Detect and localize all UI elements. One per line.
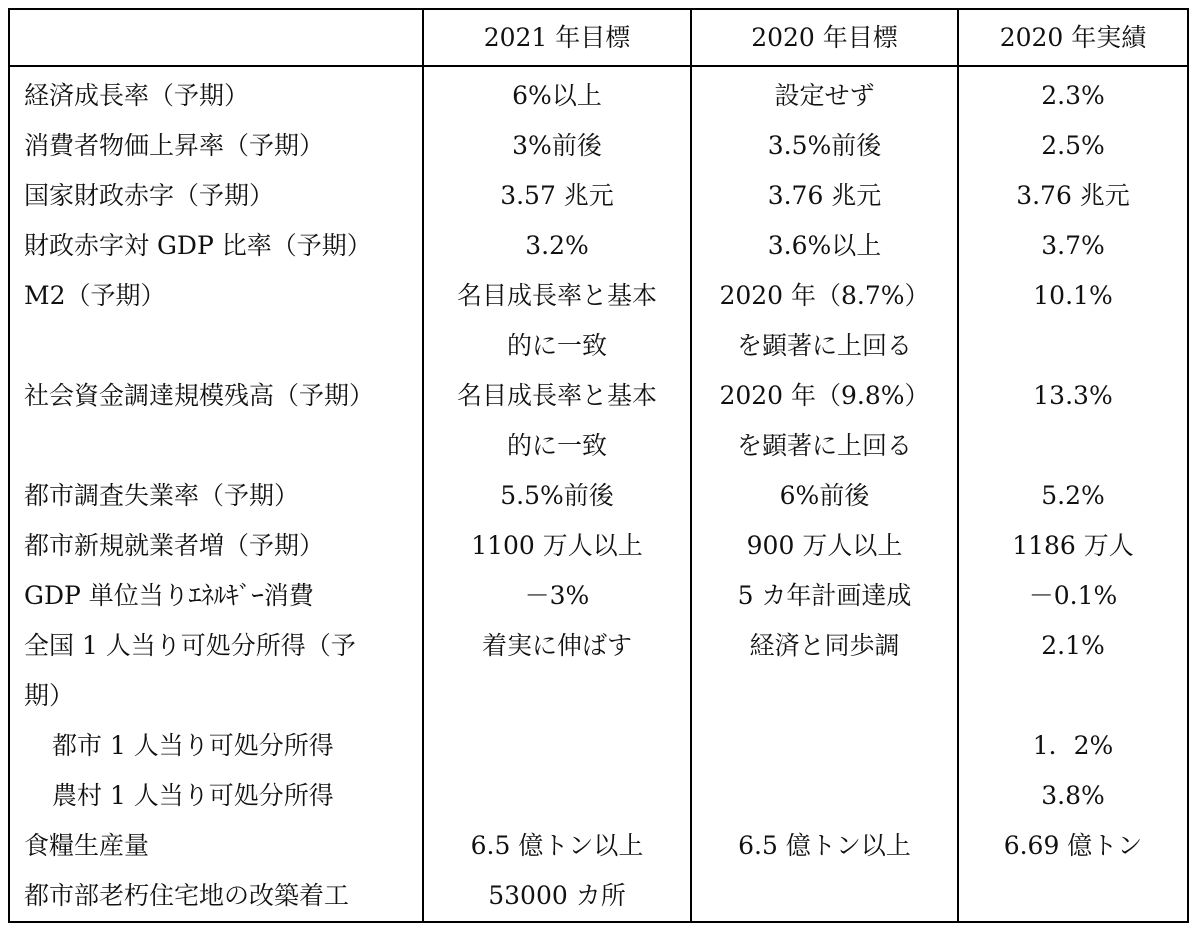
cell-2021-target: 3.57 兆元 [423,171,691,221]
table-row [9,271,1188,371]
cell-2021-target: 3%前後 [423,121,691,171]
table-row [9,371,1188,471]
table-row [9,66,1188,121]
table-row [9,771,1188,821]
row-label: 農村 1 人当り可処分所得 [9,771,423,821]
cell-2020-actual: 6.69 億トン [958,821,1188,871]
row-label: 国家財政赤字（予期） [9,171,423,221]
cell-2020-actual: 2.3% [958,66,1188,121]
table-row [9,171,1188,221]
cell-2021-target: 6.5 億トン以上 [423,821,691,871]
cell-2020-target: 3.5%前後 [691,121,958,171]
cell-2020-target: 設定せず [691,66,958,121]
table-row [9,221,1188,271]
targets-table-container [8,8,1189,923]
cell-2020-actual: 1186 万人 [958,521,1188,571]
table-header-row [9,9,1188,66]
cell-2020-target [691,721,958,771]
cell-2020-target: 900 万人以上 [691,521,958,571]
cell-2020-actual: 13.3% [958,371,1188,471]
table-row [9,471,1188,521]
cell-2020-target: 3.6%以上 [691,221,958,271]
cell-2020-target [691,871,958,922]
row-label: 財政赤字対 GDP 比率（予期） [9,221,423,271]
row-label: 都市 1 人当り可処分所得 [9,721,423,771]
row-label: 食糧生産量 [9,821,423,871]
cell-2020-target: 5 カ年計画達成 [691,571,958,621]
cell-2020-target: 2020 年（9.8%） を顕著に上回る [691,371,958,471]
cell-2020-target: 6.5 億トン以上 [691,821,958,871]
cell-2020-target: 2020 年（8.7%） を顕著に上回る [691,271,958,371]
cell-2020-actual: 3.76 兆元 [958,171,1188,221]
cell-2021-target: 名目成長率と基本 的に一致 [423,271,691,371]
row-label: 社会資金調達規模残高（予期） [9,371,423,471]
row-label: GDP 単位当りｴﾈﾙｷﾞｰ消費 [9,571,423,621]
row-label: 全国 1 人当り可処分所得（予 期） [9,621,423,721]
cell-2021-target [423,721,691,771]
header-cell-item [9,9,423,66]
cell-2020-actual: 2.5% [958,121,1188,171]
cell-2021-target: 着実に伸ばす [423,621,691,721]
cell-2020-actual: －0.1% [958,571,1188,621]
row-label: 都市調査失業率（予期） [9,471,423,521]
cell-2021-target: 53000 カ所 [423,871,691,922]
cell-2020-actual: 10.1% [958,271,1188,371]
cell-2021-target: 6%以上 [423,66,691,121]
table-row [9,871,1188,922]
table-row [9,571,1188,621]
targets-table [8,8,1189,923]
header-cell-2020-target: 2020 年目標 [691,9,958,66]
table-row [9,121,1188,171]
table-row [9,521,1188,571]
cell-2021-target: －3% [423,571,691,621]
cell-2021-target [423,771,691,821]
cell-2021-target: 3.2% [423,221,691,271]
table-row [9,621,1188,721]
row-label: 経済成長率（予期） [9,66,423,121]
cell-2020-actual: 2.1% [958,621,1188,721]
cell-2020-actual: 1．2% [958,721,1188,771]
cell-2020-target: 3.76 兆元 [691,171,958,221]
cell-2020-actual: 3.7% [958,221,1188,271]
table-row [9,721,1188,771]
cell-2021-target: 1100 万人以上 [423,521,691,571]
cell-2020-actual: 3.8% [958,771,1188,821]
cell-2020-actual [958,871,1188,922]
cell-2020-actual: 5.2% [958,471,1188,521]
row-label: 都市新規就業者増（予期） [9,521,423,571]
row-label: 都市部老朽住宅地の改築着工 [9,871,423,922]
cell-2021-target: 名目成長率と基本 的に一致 [423,371,691,471]
header-cell-2021-target: 2021 年目標 [423,9,691,66]
header-cell-2020-actual: 2020 年実績 [958,9,1188,66]
row-label: 消費者物価上昇率（予期） [9,121,423,171]
table-row [9,821,1188,871]
row-label: M2（予期） [9,271,423,371]
cell-2020-target: 6%前後 [691,471,958,521]
cell-2021-target: 5.5%前後 [423,471,691,521]
cell-2020-target: 経済と同歩調 [691,621,958,721]
cell-2020-target [691,771,958,821]
